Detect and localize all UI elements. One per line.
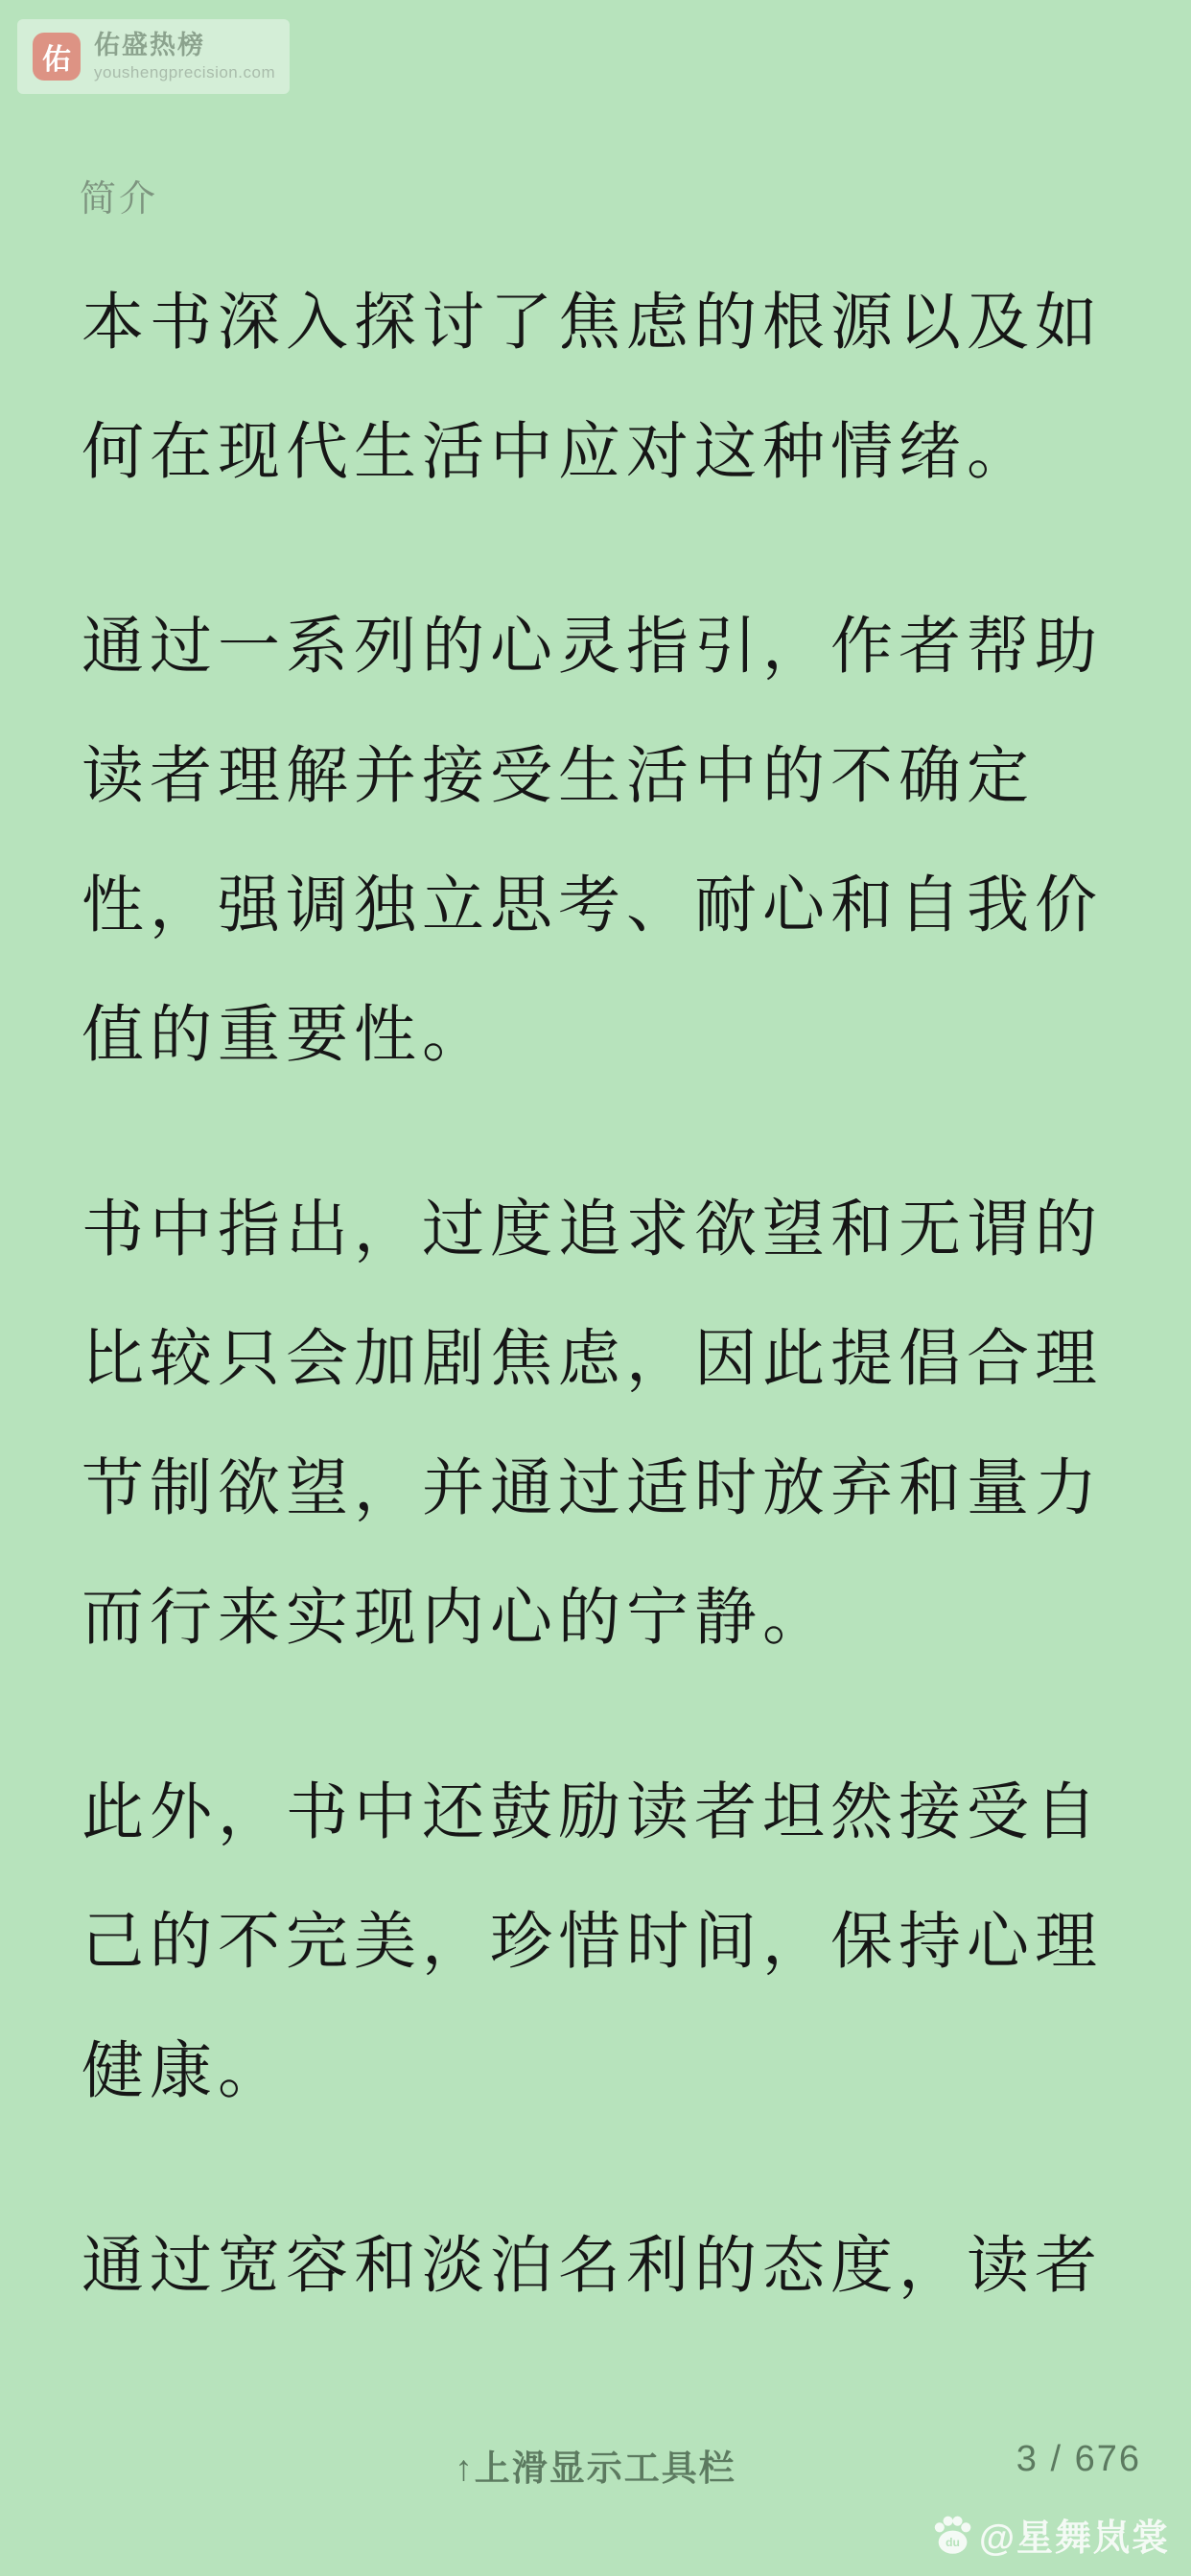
text-line: 何在现代生活中应对这种情绪。 xyxy=(82,416,1036,486)
watermark-handle: @星舞岚裳 xyxy=(978,2518,1170,2559)
paragraph xyxy=(82,581,1129,1099)
text-line: 节制欲望，并通过适时放弃和量力 xyxy=(82,1452,1104,1522)
site-title: 佑盛热榜 xyxy=(94,31,205,59)
site-logo-icon: 佑 xyxy=(33,33,81,81)
site-watermark-text xyxy=(94,33,275,81)
text-line: 比较只会加剧焦虑，因此提倡合理 xyxy=(82,1323,1104,1393)
paragraph xyxy=(82,257,1129,516)
site-url: youshengprecision.com xyxy=(94,63,276,81)
paragraph xyxy=(82,1747,1129,2135)
paragraph xyxy=(82,1164,1129,1682)
swipe-up-toolbar-hint: ↑上滑显示工具栏 xyxy=(455,2448,736,2488)
photo-watermark xyxy=(931,2508,1170,2561)
svg-text:du: du xyxy=(946,2535,960,2549)
text-line: 通过一系列的心灵指引，作者帮助 xyxy=(82,611,1104,681)
reading-area[interactable] xyxy=(82,257,1129,2330)
baidu-paw-icon xyxy=(931,2514,973,2556)
paragraph xyxy=(82,2200,1129,2330)
page-indicator: 3 / 676 xyxy=(1016,2439,1141,2479)
text-line: 健康。 xyxy=(82,2035,287,2105)
site-watermark-badge xyxy=(17,19,290,94)
text-line: 性，强调独立思考、耐心和自我价 xyxy=(82,870,1104,940)
text-line: 值的重要性。 xyxy=(82,999,491,1069)
text-line: 书中指出，过度追求欲望和无谓的 xyxy=(82,1194,1104,1264)
text-line: 此外，书中还鼓励读者坦然接受自 xyxy=(82,1776,1104,1846)
section-label: 简介 xyxy=(80,179,159,220)
text-line: 读者理解并接受生活中的不确定 xyxy=(82,740,1036,810)
text-line: 而行来实现内心的宁静。 xyxy=(82,1582,831,1652)
text-line: 本书深入探讨了焦虑的根源以及如 xyxy=(82,287,1104,357)
text-line: 己的不完美，珍惜时间，保持心理 xyxy=(82,1906,1104,1976)
text-line: 通过宽容和淡泊名利的态度，读者 xyxy=(82,2230,1104,2300)
